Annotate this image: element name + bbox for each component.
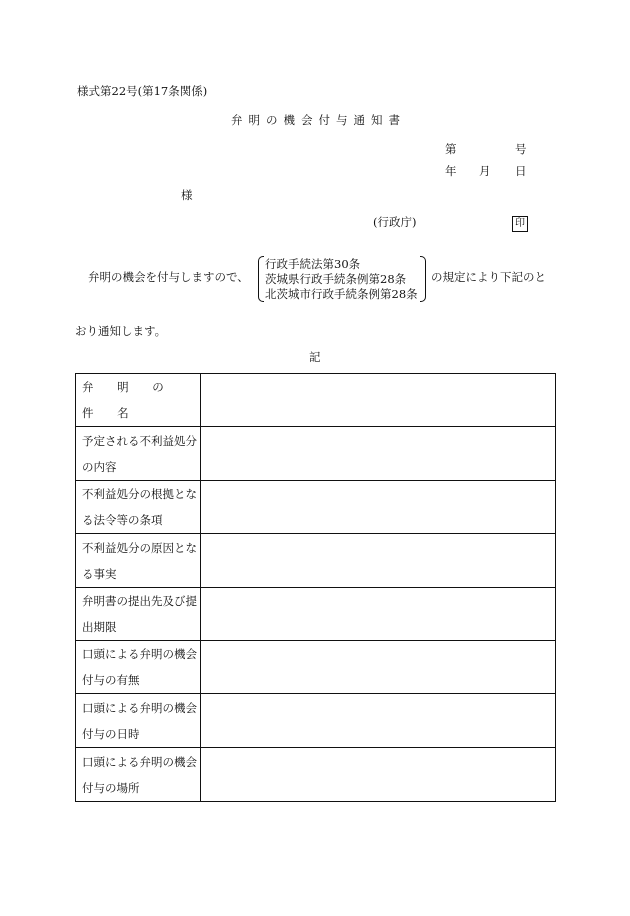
date-year: 年 [445,164,457,178]
number-go: 号 [515,142,527,156]
table-row [76,694,556,748]
row-value [201,748,556,802]
right-brace [420,256,426,302]
row-value [201,588,556,641]
document-title: 弁明の機会付与通知書 [231,113,406,127]
row-value [201,374,556,427]
table-row [76,481,556,534]
date-day: 日 [515,164,527,178]
row-label: 口頭による弁明の機会付与の有無 [76,641,201,694]
row-value [201,641,556,694]
date-month: 月 [479,164,491,178]
law-list [265,257,418,302]
row-label: 口頭による弁明の機会付与の日時 [76,694,201,748]
row-label: 不利益処分の原因となる事実 [76,534,201,588]
body-continuation: おり通知します。 [75,324,167,338]
row-label: 弁明書の提出先及び提出期限 [76,588,201,641]
table-row [76,374,556,427]
table-row [76,427,556,481]
seal-mark: 印 [512,216,528,232]
law-item: 行政手続法第30条 [265,257,361,271]
row-value [201,534,556,588]
table-row [76,588,556,641]
table-row [76,534,556,588]
table-row [76,748,556,802]
law-item: 北茨城市行政手続条例第28条 [265,287,418,301]
row-label: 弁 明 の 件 名 [76,374,201,427]
row-label: 予定される不利益処分の内容 [76,427,201,481]
row-value [201,481,556,534]
body-prefix: 弁明の機会を付与しますので、 [88,270,249,284]
ki-heading: 記 [309,350,321,364]
number-dai: 第 [445,142,457,156]
row-label: 不利益処分の根拠となる法令等の条項 [76,481,201,534]
row-value [201,694,556,748]
table-row [76,641,556,694]
row-value [201,427,556,481]
law-item: 茨城県行政手続条例第28条 [265,272,407,286]
addressee-suffix: 様 [181,188,193,202]
left-brace [258,256,264,302]
agency-label: (行政庁) [373,215,417,229]
form-number: 様式第22号(第17条関係) [77,84,208,98]
details-table [75,373,556,802]
row-label: 口頭による弁明の機会付与の場所 [76,748,201,802]
body-suffix: の規定により下記のと [431,270,546,284]
